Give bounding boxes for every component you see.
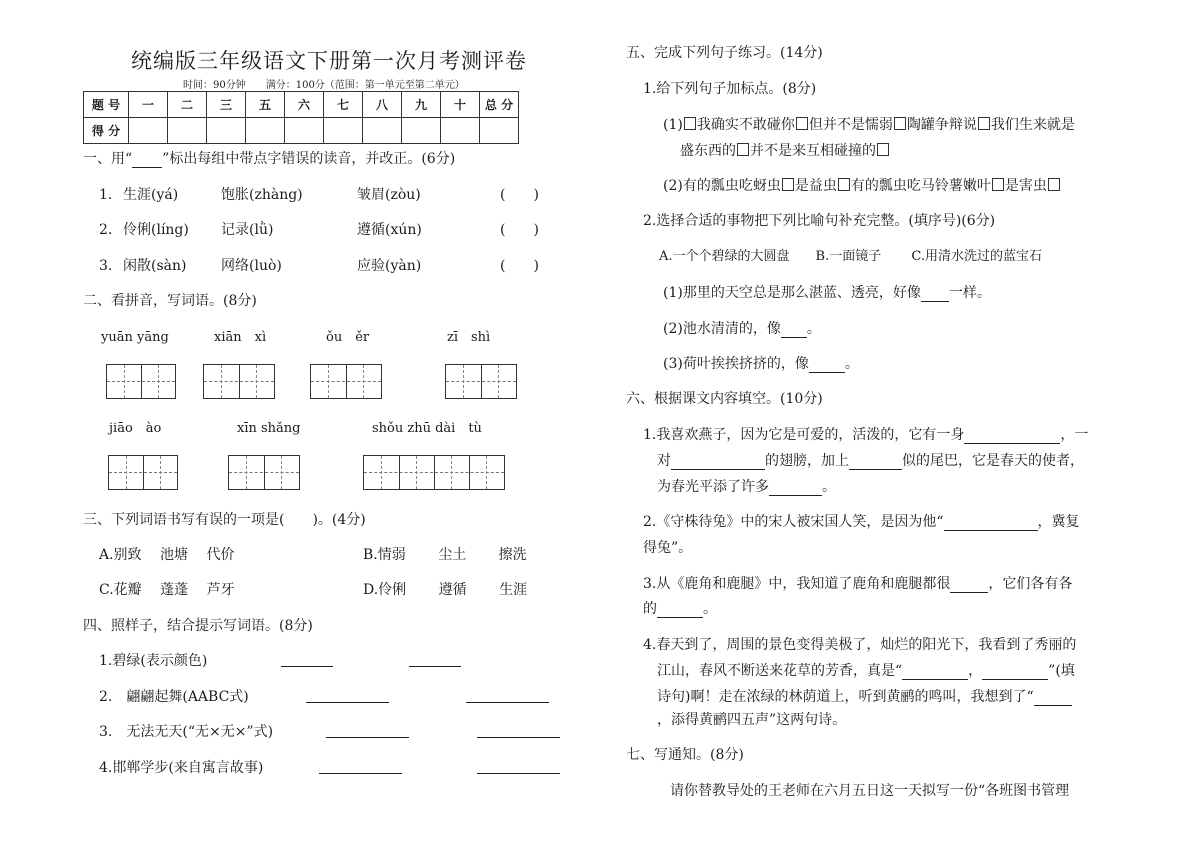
writing-grid[interactable] <box>228 455 300 490</box>
s1-row-3-a: 闲散(sàn) <box>123 258 187 274</box>
answer-blank[interactable] <box>769 481 822 496</box>
answer-blank[interactable] <box>409 652 461 667</box>
section-6-heading: 六、根据课文内容填空。(10分) <box>626 391 823 407</box>
writing-grid[interactable] <box>310 364 382 399</box>
answer-blank[interactable] <box>306 688 389 703</box>
exam-subtitle: 时间：90分钟 满分：100分（范围：第一单元至第二单元） <box>183 80 465 91</box>
score-cell[interactable] <box>441 118 480 144</box>
s6-q2-line-2: 得兔”。 <box>643 540 693 556</box>
answer-blank[interactable] <box>964 429 1060 444</box>
score-cell[interactable] <box>207 118 246 144</box>
s6-q3-line-1: 3.从《鹿角和鹿腿》中，我知道了鹿角和鹿腿都很 ，它们各有各 <box>643 576 1073 592</box>
answer-blank[interactable] <box>477 723 560 738</box>
s5-q2-sentence-2: (2)池水清清的，像 。 <box>663 321 821 337</box>
score-header-cell: 七 <box>324 92 363 118</box>
score-row-label: 得 分 <box>84 118 129 144</box>
s1-row-2-answer[interactable]: ( ) <box>500 222 539 238</box>
section-7-heading: 七、写通知。(8分) <box>626 747 744 763</box>
pinyin-label: yuān yāng <box>101 330 169 345</box>
answer-blank[interactable] <box>319 759 402 774</box>
punctuation-box[interactable] <box>894 117 906 130</box>
s5-q1-sentence-2: (2)有的瓢虫吃蚜虫 是益虫 有的瓢虫吃马铃薯嫩叶 是害虫 <box>663 177 1061 195</box>
answer-blank[interactable] <box>921 287 949 302</box>
s3-option-a[interactable]: A.别致 池塘 代价 <box>99 547 235 563</box>
score-header-cell: 二 <box>168 92 207 118</box>
section-2-heading: 二、看拼音，写词语。(8分) <box>83 293 257 309</box>
answer-blank[interactable] <box>944 516 1038 531</box>
s1-row-1-c: 皱眉(zòu) <box>357 187 421 203</box>
writing-grid[interactable] <box>108 455 178 490</box>
punctuation-box[interactable] <box>978 117 990 130</box>
section-1-heading-a: 一、用“ <box>83 151 133 167</box>
section-4-heading: 四、照样子，结合提示写词语。(8分) <box>83 618 313 634</box>
s6-q1-line-2: 对 的翅膀，加上 似的尾巴，它是春天的使者， <box>657 453 1084 469</box>
answer-blank[interactable] <box>477 759 560 774</box>
score-header-cell: 六 <box>285 92 324 118</box>
punctuation-box[interactable] <box>796 117 808 130</box>
s1-row-3-answer[interactable]: ( ) <box>500 258 539 274</box>
s5-q2-sentence-3: (3)荷叶挨挨挤挤的，像 。 <box>663 356 859 372</box>
punctuation-box[interactable] <box>782 178 794 191</box>
s4-item-3: 3. 无法无天(“无×无×”式) <box>99 724 274 740</box>
section-3-heading: 三、下列词语书写有误的一项是( )。(4分) <box>83 512 366 528</box>
s4-item-1: 1.碧绿(表示颜色) <box>99 653 208 669</box>
answer-blank[interactable] <box>809 358 845 373</box>
score-header-cell: 三 <box>207 92 246 118</box>
score-header-cell: 五 <box>246 92 285 118</box>
writing-grid[interactable] <box>363 455 505 490</box>
score-cell[interactable] <box>324 118 363 144</box>
s1-row-1-num: 1. <box>99 187 113 203</box>
s3-option-d[interactable]: D.伶俐 遵循 生涯 <box>363 582 528 598</box>
score-table <box>83 91 519 144</box>
s1-row-2-a: 伶俐(líng) <box>123 222 189 238</box>
s5-q2-sentence-1: (1)那里的天空总是那么湛蓝、透亮，好像 一样。 <box>663 285 991 301</box>
score-table-header-row <box>84 92 519 118</box>
score-header-cell: 九 <box>402 92 441 118</box>
answer-blank[interactable] <box>950 578 988 593</box>
answer-blank[interactable] <box>281 652 333 667</box>
s6-q1-line-1: 1.我喜欢燕子，因为它是可爱的，活泼的，它有一身 ，一 <box>643 427 1089 443</box>
punctuation-box[interactable] <box>684 117 696 130</box>
punctuation-box[interactable] <box>737 143 749 156</box>
s6-q1-line-3: 为春光平添了许多 。 <box>657 479 836 495</box>
section-1-heading-b: ”标出每组中带点字错误的读音，并改正。(6分) <box>162 151 456 167</box>
pinyin-label: jiāo ào <box>109 421 162 436</box>
pinyin-label: xiān xì <box>214 330 267 345</box>
punctuation-box[interactable] <box>992 178 1004 191</box>
s5-q1: 1.给下列句子加标点。(8分) <box>643 81 817 97</box>
s6-q2-line-1: 2.《守株待兔》中的宋人被宋国人笑，是因为他“ ，冀复 <box>643 514 1080 530</box>
punctuation-box[interactable] <box>877 143 889 156</box>
answer-blank[interactable] <box>657 603 703 618</box>
writing-grid[interactable] <box>106 364 176 399</box>
answer-blank[interactable] <box>982 665 1048 680</box>
score-cell[interactable] <box>246 118 285 144</box>
s5-q2: 2.选择合适的事物把下列比喻句补充完整。(填序号)(6分) <box>643 213 996 229</box>
section-1-heading <box>83 150 455 168</box>
punctuation-box[interactable] <box>1048 178 1060 191</box>
answer-blank[interactable] <box>849 455 902 470</box>
s5-q1-sentence-1-cont: 盛东西的 并不是来互相碰撞的 <box>680 142 890 160</box>
s3-option-c[interactable]: C.花瓣 蓬蓬 芦牙 <box>99 582 235 598</box>
score-header-cell: 题 号 <box>84 92 129 118</box>
s6-q3-line-2: 的 。 <box>643 601 717 617</box>
answer-blank[interactable] <box>671 455 765 470</box>
s1-row-3-c: 应验(yàn) <box>357 258 422 274</box>
pinyin-label: shǒu zhū dài tù <box>372 421 482 436</box>
s1-row-1-answer[interactable]: ( ) <box>500 187 539 203</box>
s4-item-2: 2. 翩翩起舞(AABC式) <box>99 689 249 705</box>
score-header-cell: 八 <box>363 92 402 118</box>
s1-row-1-b: 饱胀(zhàng) <box>221 187 303 203</box>
answer-blank[interactable] <box>326 723 409 738</box>
page-title: 统编版三年级语文下册第一次月考测评卷 <box>131 49 527 73</box>
answer-blank[interactable] <box>781 323 807 338</box>
answer-blank[interactable] <box>1034 691 1072 706</box>
answer-blank[interactable] <box>466 688 549 703</box>
score-header-cell: 十 <box>441 92 480 118</box>
s6-q4-line-4: ，添得黄鹂四五声”这两句诗。 <box>657 712 847 728</box>
s1-row-3-b: 网络(luò) <box>221 258 282 274</box>
s5-q2-options: A.一个个碧绿的大圆盘 B.一面镜子 C.用清水洗过的蓝宝石 <box>659 249 1042 264</box>
pinyin-label: ǒu ěr <box>326 330 370 345</box>
s6-q4-line-1: 4.春天到了，周围的景色变得美极了，灿烂的阳光下，我看到了秀丽的 <box>643 637 1077 653</box>
score-cell[interactable] <box>480 118 519 144</box>
score-cell[interactable] <box>129 118 168 144</box>
s6-q4-line-3: 诗句)啊！走在浓绿的林荫道上，听到黄鹂的鸣叫，我想到了“ <box>657 688 1072 706</box>
writing-grid[interactable] <box>445 364 517 399</box>
s4-item-4: 4.邯郸学步(来自寓言故事) <box>99 760 264 776</box>
s7-prompt: 请你替教导处的王老师在六月五日这一天拟写一份“各班图书管理 <box>670 783 1070 799</box>
score-table-score-row <box>84 118 519 144</box>
pinyin-label: zī shì <box>447 330 491 345</box>
score-cell[interactable] <box>168 118 207 144</box>
score-cell[interactable] <box>402 118 441 144</box>
s1-row-2-num: 2. <box>99 222 113 238</box>
score-cell[interactable] <box>363 118 402 144</box>
score-header-cell: 总 分 <box>480 92 519 118</box>
section-5-heading: 五、完成下列句子练习。(14分) <box>626 45 823 61</box>
s1-row-1-a: 生涯(yá) <box>123 187 179 203</box>
score-cell[interactable] <box>285 118 324 144</box>
score-header-cell: 一 <box>129 92 168 118</box>
writing-grid[interactable] <box>203 364 275 399</box>
pinyin-label: xīn shǎng <box>237 421 301 436</box>
s6-q4-line-2: 江山，春风不断送来花草的芳香，真是“ ， ”(填 <box>657 663 1075 679</box>
s1-row-2-b: 记录(lǜ) <box>221 222 274 238</box>
punctuation-box[interactable] <box>838 178 850 191</box>
s5-q1-sentence-1: (1) 我确实不敢碰你 但并不是懦弱 陶罐争辩说 我们生来就是 <box>663 117 1075 133</box>
s1-row-2-c: 遵循(xún) <box>357 222 422 238</box>
answer-blank[interactable] <box>902 665 968 680</box>
s3-option-b[interactable]: B.情弱 尘土 擦洗 <box>363 547 527 563</box>
s1-row-3-num: 3. <box>99 258 113 274</box>
